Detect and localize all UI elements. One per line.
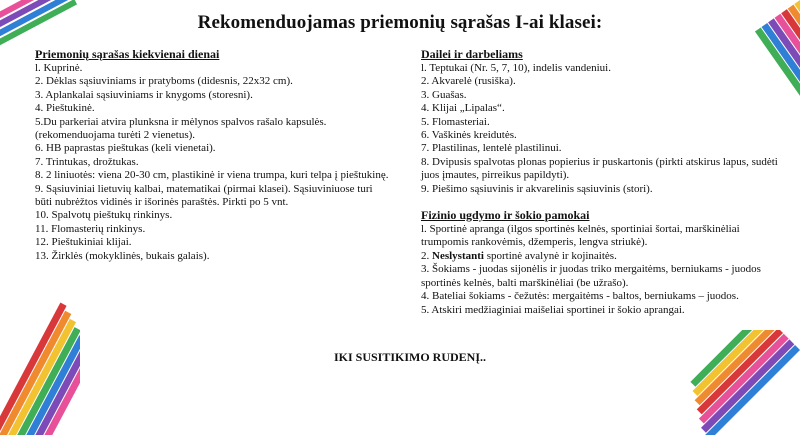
list-item: l. Sportinė apranga (ilgos sportinės kelnės, sportiniai šortai, marškinėliai trumpomis rankovėmis, džemperis, lengva striukė). <box>421 223 740 249</box>
daily-supplies-heading: Priemonių sąrašas kiekvienai dienai <box>35 47 220 61</box>
closing-message: IKI SUSITIKIMO RUDENĮ.. <box>333 350 487 364</box>
list-item: 2. Dėklas sąsiuviniams ir pratyboms (didesnis, 22x32 cm). <box>35 75 293 88</box>
art-supplies-list <box>421 62 779 196</box>
list-item: 7. Plastilinas, lentelė plastilinui. <box>421 142 562 155</box>
list-item: 3. Guašas. <box>421 88 467 101</box>
list-item: 7. Trintukas, drožtukas. <box>35 155 139 168</box>
colored-pencils-bottom-left-icon <box>0 285 80 435</box>
list-item: 5. Flomasteriai. <box>421 115 490 128</box>
list-item: l. Kuprinė. <box>35 62 83 74</box>
pe-dance-section <box>421 208 779 317</box>
list-item: 4. Pieštukinė. <box>35 102 95 115</box>
list-item: 9. Piešimo sąsiuvinis ir akvarelinis sąsiuvinis (stori). <box>421 182 653 195</box>
list-item: 5. Atskiri medžiaginiai maišeliai sportinei ir šokio aprangai. <box>421 303 685 316</box>
list-item: 11. Flomasterių rinkinys. <box>35 222 146 235</box>
page-title: Rekomenduojamas priemonių sąrašas I-ai klasei: <box>197 12 603 33</box>
list-item: 12. Pieštukiniai klijai. <box>35 236 132 249</box>
list-item: 3. Šokiams - juodas sijonėlis ir juodas triko mergaitėms, berniukams - juodos sportinės kelnės, balti marškinėliai (be užrašo). <box>421 263 761 289</box>
list-item: 4. Bateliai šokiams - čežutės: mergaitėms - baltos, berniukams – juodos. <box>421 290 739 303</box>
daily-supplies-list <box>35 62 390 263</box>
list-item: 9. Sąsiuviniai lietuvių kalbai, matematikai (pirmai klasei). Sąsiuviniuose turi būti nubrėžtos vidinės ir išorinės paraštės. Pirkti po 5 vnt. <box>35 182 373 209</box>
list-item: 10. Spalvotų pieštukų rinkinys. <box>35 209 173 222</box>
list-item: 4. Klijai „Lipalas“. <box>421 102 505 115</box>
list-item: 6. Vaškinės kreidutės. <box>421 129 517 142</box>
list-item: 2. Akvarelė (rusiška). <box>421 75 516 88</box>
list-item: 3. Aplankalai sąsiuviniams ir knygoms (storesni). <box>35 88 253 101</box>
right-column <box>421 47 779 317</box>
list-item: 13. Žirklės (mokyklinės, bukais galais). <box>35 249 210 262</box>
list-item-bold-word: Neslystanti <box>432 249 484 262</box>
list-item-rest: sportinė avalynė ir kojinaitės. <box>483 249 617 262</box>
section-spacer <box>421 196 779 208</box>
pe-dance-heading: Fizinio ugdymo ir šokio pamokai <box>421 208 590 223</box>
list-item <box>421 250 779 263</box>
colored-pencils-bottom-right-icon <box>690 330 800 435</box>
list-item: l. Teptukai (Nr. 5, 7, 10), indelis vandeniui. <box>421 62 611 74</box>
daily-supplies-section <box>35 47 390 263</box>
pe-dance-list <box>421 223 779 317</box>
list-item: 6. HB paprastas pieštukas (keli vienetai). <box>35 142 216 155</box>
list-item-number: 2. <box>421 249 430 262</box>
list-item: 8. Dvipusis spalvotas plonas popierius ir puskartonis (pirkti atskirus lapus, sudėti juos įmautes, pirreikus papildyti). <box>421 155 778 182</box>
art-supplies-heading: Dailei ir darbeliams <box>421 47 523 61</box>
list-item: 8. 2 liniuotės: viena 20-30 cm, plastikinė ir viena trumpa, kuri telpa į pieštukinę. <box>35 169 389 182</box>
art-supplies-section <box>421 47 779 196</box>
list-item: 5.Du parkeriai atvira plunksna ir mėlynos spalvos rašalo kapsulės. (rekomenduojama turėti 2 vienetus). <box>35 115 327 142</box>
